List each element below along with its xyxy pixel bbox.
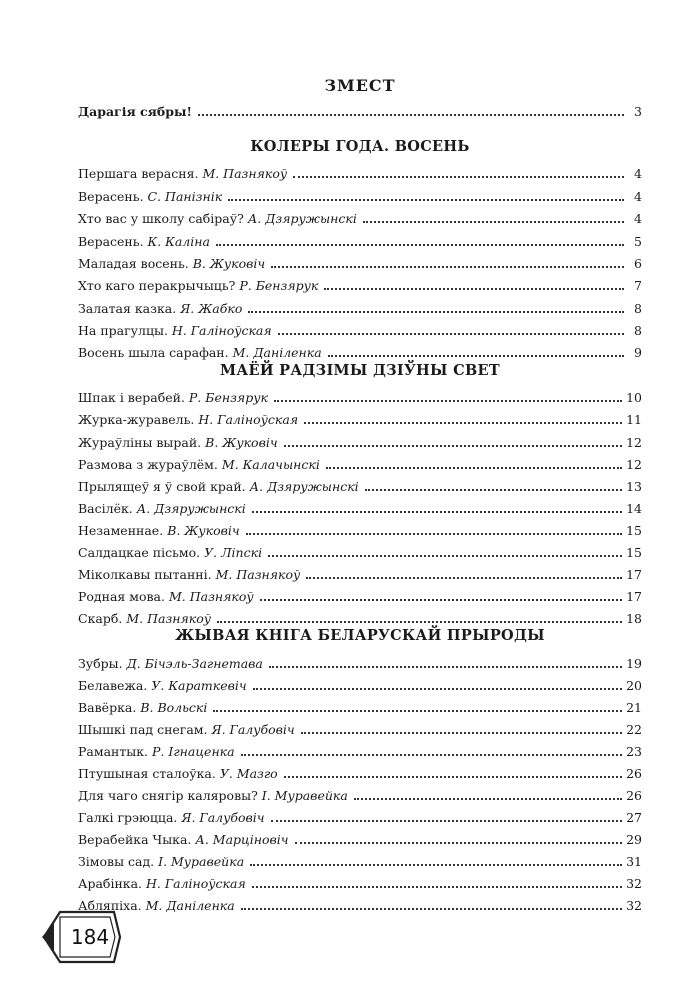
- toc-entry: [78, 386, 642, 406]
- entry-title: Скарб.: [78, 611, 123, 626]
- entry-title: Маладая восень.: [78, 256, 189, 271]
- toc-entry: [78, 408, 642, 428]
- entry-page: 26: [626, 766, 642, 781]
- toc-entry: [78, 497, 642, 517]
- toc-entry: [78, 207, 642, 227]
- entry-title: Восень шыла сарафан.: [78, 345, 229, 360]
- entry-author: М. Пазнякоў: [126, 611, 212, 626]
- entry-author: М. Калачынскі: [221, 457, 320, 472]
- dot-leader: [241, 908, 622, 910]
- entry-title: Салдацкае пісьмо.: [78, 545, 201, 560]
- entry-page: 5: [634, 234, 642, 249]
- entry-title: Абляпіха.: [78, 898, 142, 913]
- entry-page: 4: [634, 189, 642, 204]
- entry-title: Для чаго снягір каляровы?: [78, 788, 258, 803]
- entry-author: А. Марціновіч: [195, 832, 289, 847]
- entry-author: У. Мазго: [219, 766, 278, 781]
- entry-author: Я. Жабко: [180, 301, 243, 316]
- entry-page: 15: [626, 545, 642, 560]
- entry-title: Жураўліны вырай.: [78, 435, 202, 450]
- toc-entry: [78, 297, 642, 317]
- dot-leader: [293, 176, 624, 178]
- entry-page: 22: [626, 722, 642, 737]
- entry-title: Хто вас у школу сабіраў?: [78, 211, 244, 226]
- toc-entry: [78, 431, 642, 451]
- dot-leader: [260, 599, 622, 601]
- dot-leader: [304, 422, 622, 424]
- toc-entry: [78, 475, 642, 495]
- dot-leader: [213, 710, 622, 712]
- entry-author: М. Даніленка: [232, 345, 322, 360]
- entry-page: 11: [626, 412, 642, 427]
- toc-entry: [78, 585, 642, 605]
- toc-entry: [78, 652, 642, 672]
- entry-author: Р. Бензярук: [239, 278, 319, 293]
- entry-title: Шпак і верабей.: [78, 390, 185, 405]
- entry-title: Белавежа.: [78, 678, 148, 693]
- toc-entry: [78, 341, 642, 361]
- dot-leader: [268, 555, 622, 557]
- entry-title: Незаменнае.: [78, 523, 164, 538]
- entry-author: А. Дзяружынскі: [249, 479, 359, 494]
- toc-entry: [78, 674, 642, 694]
- toc-entry: [78, 319, 642, 339]
- entry-title: Васілёк.: [78, 501, 133, 516]
- dot-leader: [301, 732, 622, 734]
- entry-author: І. Муравейка: [158, 854, 245, 869]
- entry-page: 9: [634, 345, 642, 360]
- entry-title: Верасень.: [78, 189, 144, 204]
- entry-title: На прагулцы.: [78, 323, 168, 338]
- entry-page: 32: [626, 898, 642, 913]
- toc-entry: [78, 806, 642, 826]
- entry-page: 18: [626, 611, 642, 626]
- entry-title: Размова з жураўлём.: [78, 457, 218, 472]
- toc-entry: [78, 563, 642, 583]
- dot-leader: [284, 445, 622, 447]
- entry-title: Арабінка.: [78, 876, 143, 891]
- toc-entry: [78, 252, 642, 272]
- entry-page: 21: [626, 700, 642, 715]
- entry-title: Птушыная сталоўка.: [78, 766, 216, 781]
- entry-title: Журка-журавель.: [78, 412, 195, 427]
- entry-author: Н. Галіноўская: [171, 323, 272, 338]
- dot-leader: [198, 114, 624, 116]
- toc-entry-intro: [78, 100, 642, 120]
- entry-author: А. Дзяружынскі: [247, 211, 357, 226]
- entry-title: Вавёрка.: [78, 700, 137, 715]
- entry-page: 20: [626, 678, 642, 693]
- entry-author: К. Каліна: [147, 234, 210, 249]
- entry-author: Н. Галіноўская: [198, 412, 299, 427]
- dot-leader: [284, 776, 622, 778]
- entry-page: 31: [626, 854, 642, 869]
- entry-title: Родная мова.: [78, 589, 165, 604]
- toc-entry: [78, 162, 642, 182]
- entry-author: Я. Галубовіч: [211, 722, 295, 737]
- entry-page: 4: [634, 211, 642, 226]
- entry-page: 17: [626, 589, 642, 604]
- dot-leader: [365, 489, 622, 491]
- entry-page: 3: [634, 104, 642, 119]
- dot-leader: [246, 533, 622, 535]
- entry-author: У. Караткевіч: [151, 678, 247, 693]
- entry-page: 7: [634, 278, 642, 293]
- dot-leader: [278, 333, 624, 335]
- entry-author: В. Жуковіч: [167, 523, 240, 538]
- entry-author: М. Даніленка: [145, 898, 235, 913]
- toc-entry: [78, 185, 642, 205]
- dot-leader: [252, 886, 622, 888]
- dot-leader: [324, 288, 624, 290]
- entry-page: 8: [634, 323, 642, 338]
- toc-entry: [78, 718, 642, 738]
- entry-title: Першага верасня.: [78, 166, 199, 181]
- page-number: 184: [70, 925, 110, 949]
- section-heading: КОЛЕРЫ ГОДА. ВОСЕНЬ: [250, 138, 470, 155]
- toc-entry: [78, 740, 642, 760]
- dot-leader: [363, 221, 624, 223]
- entry-author: Я. Галубовіч: [181, 810, 265, 825]
- entry-page: 8: [634, 301, 642, 316]
- entry-page: 17: [626, 567, 642, 582]
- entry-page: 12: [626, 457, 642, 472]
- dot-leader: [241, 754, 622, 756]
- entry-page: 13: [626, 479, 642, 494]
- dot-leader: [274, 400, 622, 402]
- entry-page: 19: [626, 656, 642, 671]
- entry-page: 26: [626, 788, 642, 803]
- dot-leader: [295, 842, 623, 844]
- entry-title: Верабейка Чыка.: [78, 832, 192, 847]
- entry-author: Р. Бензярук: [188, 390, 268, 405]
- entry-author: В. Жуковіч: [192, 256, 266, 271]
- entry-author: Д. Бічэль-Загнетава: [126, 656, 263, 671]
- entry-title: Дарагія сябры!: [78, 104, 192, 119]
- dot-leader: [271, 266, 624, 268]
- toc-entry: [78, 541, 642, 561]
- entry-author: Н. Галіноўская: [146, 876, 246, 891]
- toc-entry: [78, 894, 642, 914]
- dot-leader: [328, 355, 624, 357]
- entry-author: Р. Ігнаценка: [152, 744, 235, 759]
- dot-leader: [217, 621, 622, 623]
- entry-author: С. Панізнік: [147, 189, 223, 204]
- dot-leader: [248, 311, 624, 313]
- section-heading: ЖЫВАЯ КНІГА БЕЛАРУСКАЙ ПРЫРОДЫ: [175, 627, 545, 644]
- entry-page: 23: [626, 744, 642, 759]
- entry-page: 14: [626, 501, 642, 516]
- entry-page: 10: [626, 390, 642, 405]
- toc-entry: [78, 607, 642, 627]
- entry-author: В. Жуковіч: [205, 435, 278, 450]
- entry-title: Зубры.: [78, 656, 123, 671]
- toc-entry: [78, 230, 642, 250]
- entry-title: Зімовы сад.: [78, 854, 155, 869]
- section-heading: МАЁЙ РАДЗІМЫ ДЗІЎНЫ СВЕТ: [220, 362, 500, 379]
- dot-leader: [252, 511, 622, 513]
- entry-author: А. Дзяружынскі: [136, 501, 246, 516]
- entry-page: 6: [634, 256, 642, 271]
- dot-leader: [253, 688, 622, 690]
- entry-author: М. Пазнякоў: [215, 567, 301, 582]
- entry-author: В. Вольскі: [140, 700, 208, 715]
- entry-title: Верасень.: [78, 234, 144, 249]
- toc-entry: [78, 784, 642, 804]
- toc-entry: [78, 762, 642, 782]
- entry-title: Залатая казка.: [78, 301, 177, 316]
- toc-entry: [78, 453, 642, 473]
- dot-leader: [216, 244, 624, 246]
- entry-author: М. Пазнякоў: [169, 589, 254, 604]
- entry-author: У. Ліпскі: [204, 545, 263, 560]
- entry-page: 27: [626, 810, 642, 825]
- dot-leader: [269, 666, 622, 668]
- dot-leader: [271, 820, 623, 822]
- entry-page: 12: [626, 435, 642, 450]
- toc-entry: [78, 519, 642, 539]
- dot-leader: [354, 798, 622, 800]
- entry-author: І. Муравейка: [261, 788, 348, 803]
- entry-page: 4: [634, 166, 642, 181]
- entry-title: Шышкі пад снегам.: [78, 722, 208, 737]
- entry-title: Рамантык.: [78, 744, 149, 759]
- toc-entry: [78, 696, 642, 716]
- toc-entry: [78, 828, 642, 848]
- entry-page: 32: [626, 876, 642, 891]
- page-title: ЗМЕСТ: [324, 76, 396, 95]
- dot-leader: [306, 577, 622, 579]
- dot-leader: [326, 467, 622, 469]
- entry-page: 29: [626, 832, 642, 847]
- toc-entry: [78, 274, 642, 294]
- entry-author: М. Пазнякоў: [202, 166, 288, 181]
- entry-title: Міколкавы пытанні.: [78, 567, 212, 582]
- entry-title: Хто каго перакрычыць?: [78, 278, 236, 293]
- entry-title: Галкі грэюцца.: [78, 810, 178, 825]
- toc-entry: [78, 872, 642, 892]
- toc-entry: [78, 850, 642, 870]
- dot-leader: [228, 199, 624, 201]
- entry-page: 15: [626, 523, 642, 538]
- entry-title: Прылящеў я ў свой край.: [78, 479, 246, 494]
- dot-leader: [250, 864, 622, 866]
